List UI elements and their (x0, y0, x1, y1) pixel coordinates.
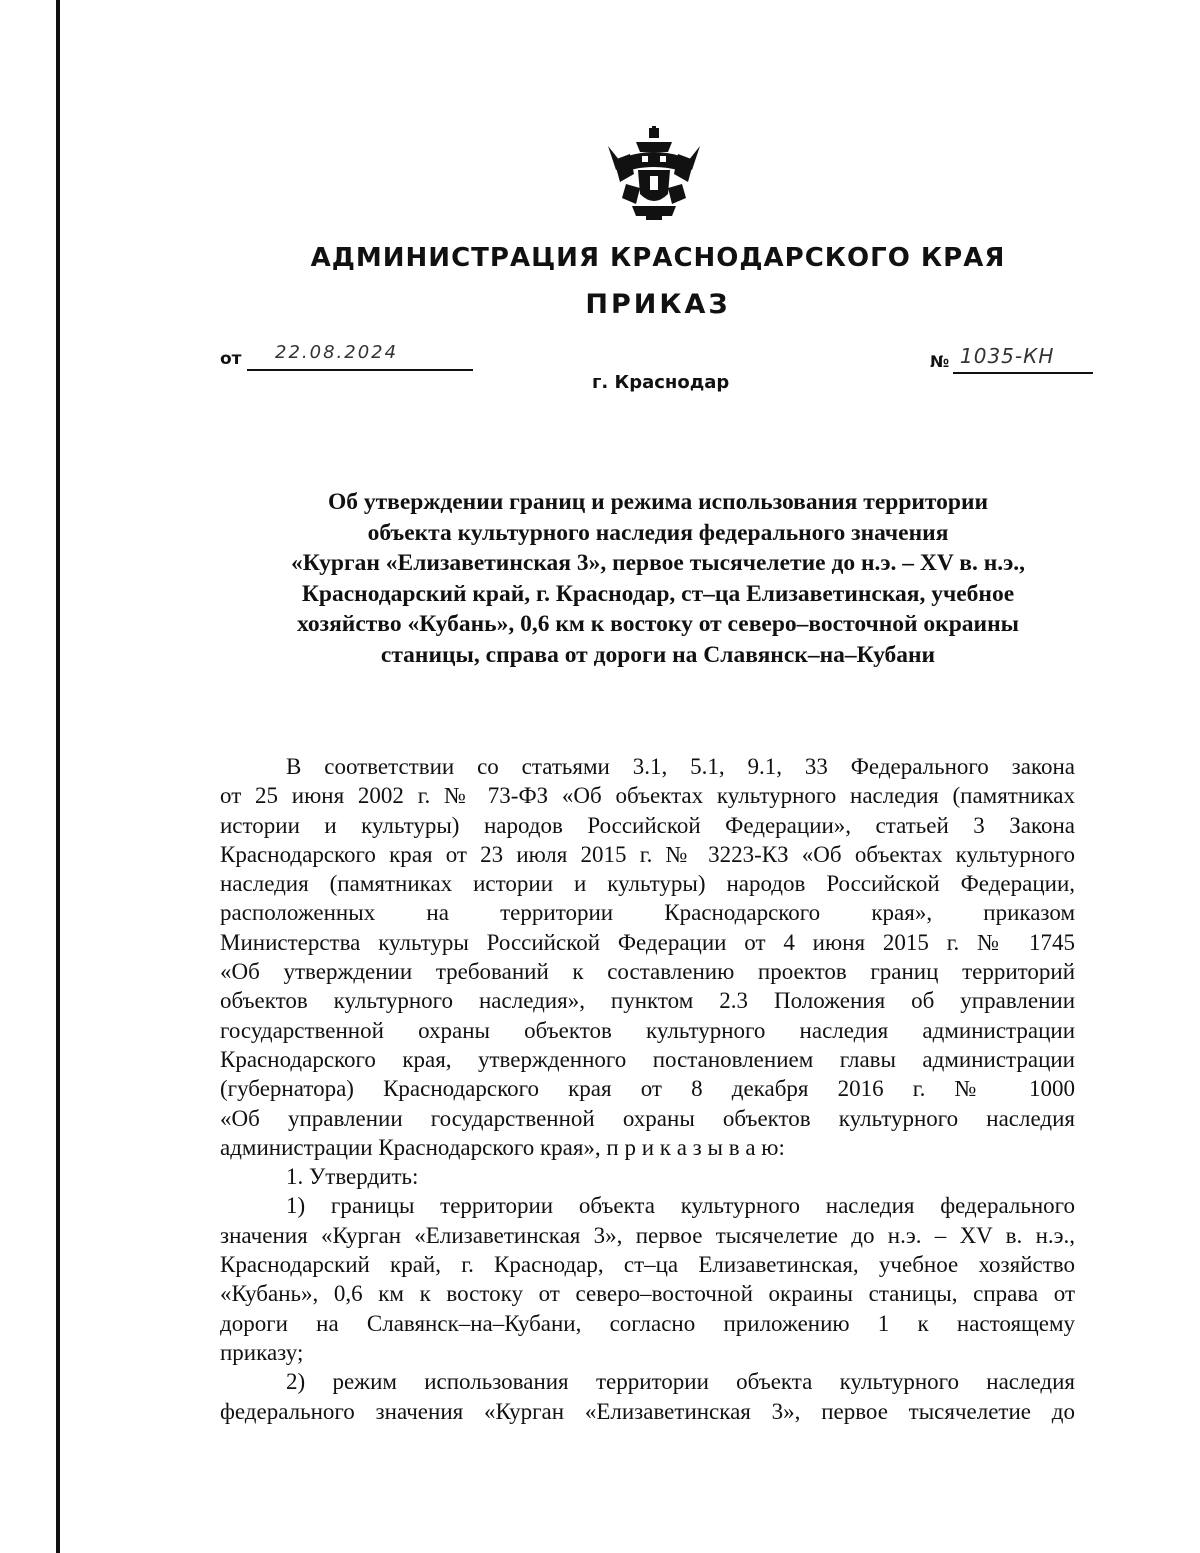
body-line: истории и культуры) народов Российской Федерации», статьей 3 Закона (220, 812, 1075, 838)
page-left-edge (56, 0, 60, 1553)
number-label: № (930, 352, 950, 371)
body-line: «Об управлении государственной охраны объектов культурного наследия (220, 1105, 1075, 1131)
heading-line: станицы, справа от дороги на Славянск–на–Кубани (380, 641, 936, 668)
body-line: Краснодарский край, г. Краснодар, ст–ца Елизаветинская, учебное хозяйство (220, 1252, 1075, 1278)
heading-line: «Курган «Елизаветинская 3», первое тысячелетие до н.э. – XV в. н.э., (290, 550, 1026, 576)
city-label: г. Краснодар (592, 372, 730, 393)
heading-line: Краснодарский край, г. Краснодар, ст–ца Елизаветинская, учебное (301, 580, 1015, 607)
body-line: Краснодарского края, утвержденного постановлением главы администрации (220, 1046, 1075, 1072)
document-type: ПРИКАЗ (585, 289, 731, 320)
body-line: (губернатора) Краснодарского края от 8 декабря 2016 г. № 1000 (220, 1076, 1075, 1102)
heading-line: объекта культурного наследия федерального значения (367, 519, 949, 546)
document-body (220, 752, 1075, 1426)
body-line: «Кубань», 0,6 км к востоку от северо–восточной окраины станицы, справа от (220, 1281, 1075, 1307)
document-heading (200, 487, 1116, 670)
number-underline (953, 372, 1093, 374)
body-line: объектов культурного наследия», пунктом 2.3 Положения об управлении (220, 988, 1075, 1014)
number-value: 1035-КН (960, 344, 1055, 368)
date-value: 22.08.2024 (275, 342, 399, 363)
body-line: значения «Курган «Елизаветинская 3», первое тысячелетие до н.э. – XV в. н.э., (220, 1222, 1075, 1248)
body-line: федерального значения «Курган «Елизаветинская 3», первое тысячелетие до (220, 1398, 1075, 1424)
body-line: 1) границы территории объекта культурного наследия федерального (286, 1193, 1075, 1219)
body-line: приказу; (220, 1339, 304, 1365)
body-line: администрации Краснодарского края», п р и к а з ы в а ю: (220, 1134, 785, 1160)
heading-line: Об утверждении границ и режима использования территории (327, 489, 989, 515)
body-line: 2) режим использования территории объекта культурного наследия (286, 1369, 1075, 1395)
body-line: расположенных на территории Краснодарского края», приказом (220, 900, 1075, 926)
body-line: наследия (памятниках истории и культуры) народов Российской Федерации, (220, 871, 1075, 897)
coat-of-arms-icon (606, 126, 702, 222)
body-line: от 25 июня 2002 г. № 73-ФЗ «Об объектах культурного наследия (памятниках (220, 783, 1075, 809)
body-line: государственной охраны объектов культурного наследия администрации (220, 1017, 1075, 1043)
body-line: В соответствии со статьями 3.1, 5.1, 9.1, 33 Федерального закона (286, 754, 1075, 779)
body-line: Краснодарского края от 23 июля 2015 г. № 3223-КЗ «Об объектах культурного (220, 841, 1075, 867)
date-label: от (220, 349, 242, 369)
body-line: «Об утверждении требований к составлению проектов границ территорий (220, 959, 1075, 985)
body-line: Министерства культуры Российской Федерации от 4 июня 2015 г. № 1745 (220, 929, 1075, 955)
organization-title: АДМИНИСТРАЦИЯ КРАСНОДАРСКОГО КРАЯ (310, 243, 1006, 273)
heading-line: хозяйство «Кубань», 0,6 км к востоку от северо–восточной окраины (297, 611, 1019, 637)
body-line: дороги на Славянск–на–Кубани, согласно приложению 1 к настоящему (220, 1310, 1075, 1336)
body-line: 1. Утвердить: (286, 1164, 419, 1190)
date-underline (247, 369, 473, 371)
